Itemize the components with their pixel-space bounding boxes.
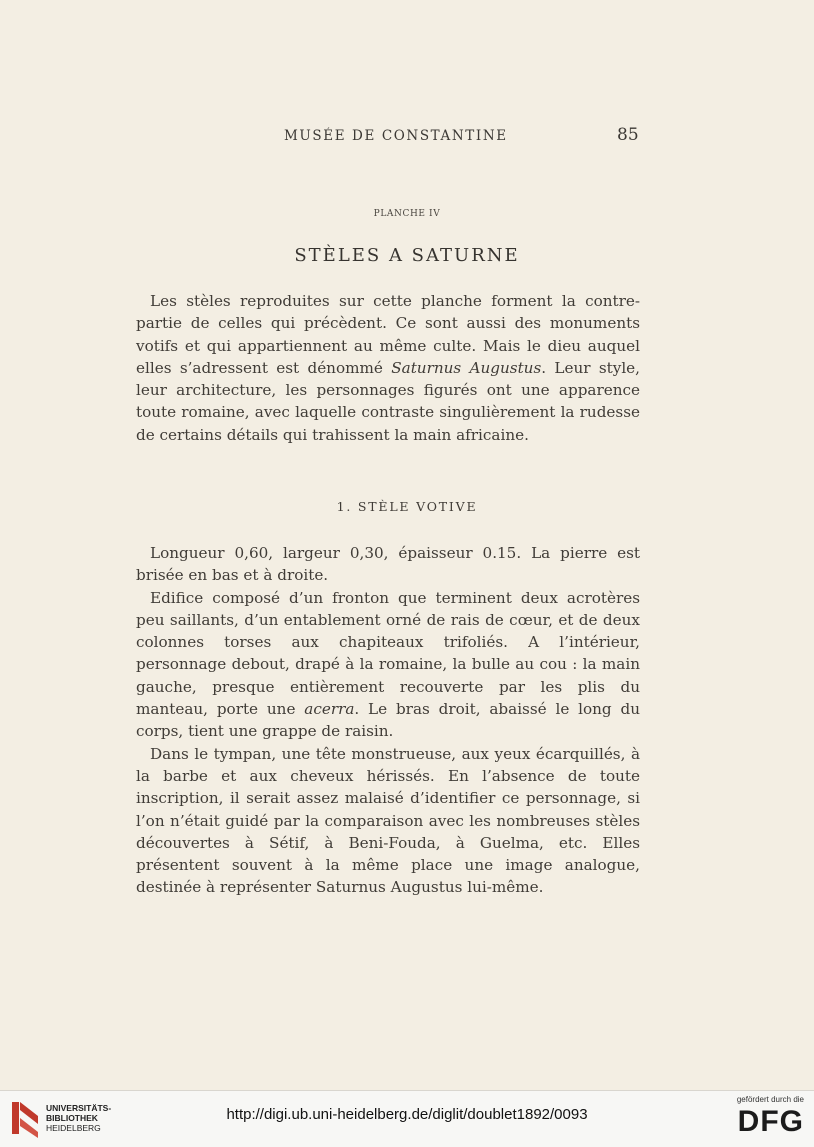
library-name-line-3: HEIDELBERG — [46, 1123, 101, 1133]
intro-text-part-1: Les stèles reproduites sur cette planche forment la contre-partie de celles qui précèdent. Ce sont aussi des monuments votifs et qui appartiennent au même culte. Mais le dieu auquel elles s’adressent est dénommé — [136, 292, 640, 377]
section-paragraph-1: Longueur 0,60, largeur 0,30, épaisseur 0.15. La pierre est brisée en bas et à droite. — [136, 544, 640, 585]
section-title: 1. STÈLE VOTIVE — [336, 499, 478, 514]
intro-paragraph — [136, 290, 640, 446]
funding-caption: gefördert durch die — [736, 1095, 804, 1104]
intro-text — [136, 290, 640, 446]
intro-text-part-2: . Leur style, leur architecture, les personnages figurés ont une apparence toute romaine, avec laquelle contraste singulièrement la rudesse de certains détails qui trahissent la main africaine. — [136, 358, 641, 444]
library-name-line-1: UNIVERSITÄTS- — [46, 1103, 112, 1113]
dfg-logo-text: DFG — [737, 1105, 804, 1138]
library-name-line-2: BIBLIOTHEK — [46, 1113, 98, 1123]
plate-label: PLANCHE IV — [373, 209, 441, 219]
section-paragraph-3: Dans le tympan, une tête monstrueuse, aux yeux écarquillés, à la barbe et aux cheveux hérissés. En l’absence de toute inscription, il serait assez malaisé d’identifier ce personnage, si l’on n’était guidé par la comparaison avec les nombreuses stèles découvertes à Sétif, à Beni-Fouda, à Guelma, etc. Elles présentent souvent à la même place une image analogue, destinée à représenter Saturnus Augustus lui-même. — [136, 744, 640, 897]
section-p2-part-1: Edifice composé d’un fronton que terminent deux acrotères peu saillants, d’un entablement orné de rais de cœur, et de deux colonnes torses aux chapiteaux trifoliés. A l’intérieur, personnage debout, drapé à la romaine, la bulle au cou : la main gauche, presque entièrement recouverte par les plis du manteau, porte une — [136, 588, 640, 719]
running-head — [0, 125, 814, 148]
page-heading: STÈLES A SATURNE — [294, 245, 520, 266]
running-title: MUSÉE DE CONSTANTINE — [284, 128, 508, 144]
page-number: 85 — [617, 125, 639, 145]
section-body — [136, 542, 640, 899]
intro-italic-term: Saturnus Augustus — [391, 358, 542, 377]
dfg-logo[interactable] — [708, 1095, 804, 1143]
section-p2-italic-term: acerra — [304, 700, 355, 719]
section-p2-part-2: . Le bras droit, abaissé le long du corps, tient une grappe de raisin. — [136, 700, 640, 741]
footer-bar — [0, 1090, 814, 1147]
source-url-link[interactable]: http://digi.ub.uni-heidelberg.de/diglit/doublet1892/0093 — [226, 1106, 588, 1123]
section-paragraph-2 — [136, 587, 640, 743]
